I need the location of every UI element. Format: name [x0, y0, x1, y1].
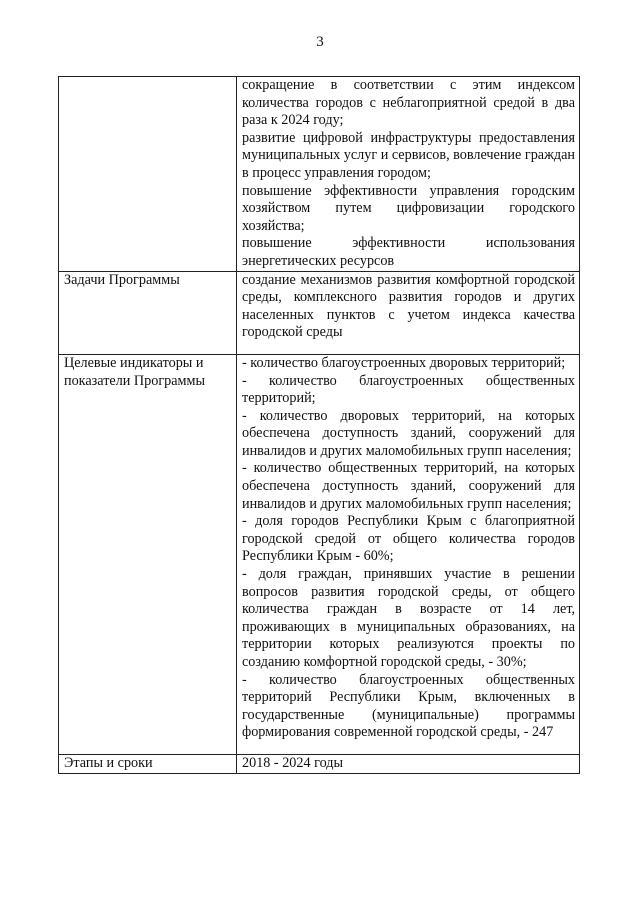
- paragraph: 2018 - 2024 годы: [242, 754, 344, 771]
- paragraph: создание механизмов развития комфортной городской среды, комплексного развития городов и других населенных пунктов с учетом индекса качества городской среды: [242, 271, 575, 341]
- row-label: Задачи Программы: [59, 271, 237, 354]
- table-row: [59, 271, 580, 354]
- page-number: 3: [316, 34, 324, 50]
- table-row: [59, 754, 580, 773]
- paragraph: сокращение в соответствии с этим индексом количества городов с неблагоприятной средой в два раза к 2024 году;: [242, 77, 575, 129]
- paragraph: - количество благоустроенных дворовых территорий;: [242, 354, 566, 371]
- table-row: [59, 77, 580, 272]
- row-value: [237, 77, 580, 272]
- program-passport-table: [58, 76, 580, 774]
- row-label: [59, 77, 237, 272]
- row-value: [237, 754, 580, 773]
- paragraph: развитие цифровой инфраструктуры предоставления муниципальных услуг и сервисов, вовлечение граждан в процесс управления городом;: [242, 129, 575, 181]
- paragraph: повышение эффективности управления городским хозяйством путем цифровизации городского хозяйства;: [242, 182, 575, 234]
- paragraph: - доля граждан, принявших участие в решении вопросов развития городской среды, от общего количества граждан в возрасте от 14 лет, проживающих в муниципальных образованиях, на территории которых реализуются проекты по созданию комфортной городской среды, - 30%;: [242, 566, 575, 670]
- paragraph: повышение эффективности использования энергетических ресурсов: [242, 235, 575, 269]
- table-row: [59, 354, 580, 754]
- paragraph: - количество благоустроенных общественных территорий Республики Крым, включенных в государственные (муниципальные) программы формирования современной городской среды, - 247: [242, 671, 575, 741]
- row-label: Целевые индикаторы и показатели Программы: [59, 354, 237, 754]
- paragraph: - количество благоустроенных общественных территорий;: [242, 372, 575, 407]
- paragraph: - количество общественных территорий, на которых обеспечена доступность зданий, сооружений для инвалидов и других маломобильных групп населения;: [242, 460, 575, 512]
- row-value: [237, 354, 580, 754]
- row-label: Этапы и сроки: [59, 754, 237, 773]
- paragraph: - доля городов Республики Крым с благоприятной городской средой от общего количества городов Республики Крым - 60%;: [242, 513, 575, 565]
- paragraph: - количество дворовых территорий, на которых обеспечена доступность зданий, сооружений для инвалидов и других маломобильных групп населения;: [242, 407, 575, 459]
- row-value: [237, 271, 580, 354]
